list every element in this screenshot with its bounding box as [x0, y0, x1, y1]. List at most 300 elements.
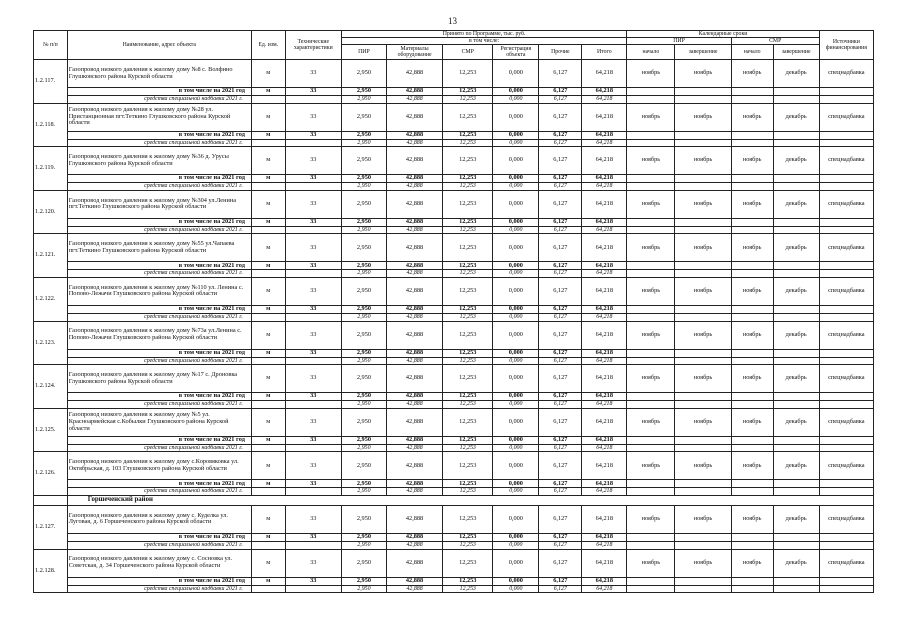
source-reg: 0,000	[493, 313, 539, 321]
source-total: 64,218	[582, 488, 627, 496]
empty-cell	[627, 183, 675, 191]
cell-total: 64,218	[582, 549, 627, 577]
source-smr: 12,253	[443, 313, 493, 321]
cell-pir: 2,950	[341, 408, 386, 436]
subtotal-mat: 42,888	[386, 533, 442, 541]
subtotal-other: 6,127	[539, 88, 582, 96]
subtotal-pir: 2,950	[341, 533, 386, 541]
empty-cell	[773, 313, 819, 321]
empty-cell	[731, 96, 773, 104]
cell-pir_e: ноябрь	[675, 321, 731, 349]
subtotal-other: 6,127	[539, 305, 582, 313]
cell-unit: м	[251, 147, 285, 175]
subtotal-row	[34, 131, 874, 139]
empty-cell	[773, 305, 819, 313]
cell-unit: м	[251, 277, 285, 305]
col-unit: Ед. изм.	[251, 31, 285, 60]
empty-cell	[627, 226, 675, 234]
cell-smr: 12,253	[443, 452, 493, 480]
source-other: 6,127	[539, 488, 582, 496]
empty-cell	[773, 444, 819, 452]
cell-total: 64,218	[582, 505, 627, 533]
cell-src: спецнадбавка	[819, 321, 873, 349]
source-total: 64,218	[582, 270, 627, 278]
cell-src: спецнадбавка	[819, 549, 873, 577]
source-reg: 0,000	[493, 270, 539, 278]
empty-cell	[731, 488, 773, 496]
cell-mat: 42,888	[386, 234, 442, 262]
cell-pir: 2,950	[341, 452, 386, 480]
subtotal-tech: 33	[285, 262, 341, 270]
cell-smr: 12,253	[443, 147, 493, 175]
subtotal-smr: 12,253	[443, 218, 493, 226]
empty-cell	[285, 444, 341, 452]
empty-cell	[285, 226, 341, 234]
empty-cell	[675, 175, 731, 183]
empty-cell	[819, 183, 873, 191]
row-number: 1.2.118.	[34, 103, 68, 147]
empty-cell	[731, 480, 773, 488]
empty-cell	[773, 357, 819, 365]
source-mat: 42,888	[386, 357, 442, 365]
cell-pir_e: ноябрь	[675, 190, 731, 218]
subtotal-tech: 33	[285, 131, 341, 139]
subtotal-mat: 42,888	[386, 262, 442, 270]
empty-cell	[251, 585, 285, 593]
empty-cell	[675, 88, 731, 96]
source-smr: 12,253	[443, 183, 493, 191]
source-row	[34, 183, 874, 191]
subtotal-pir: 2,950	[341, 436, 386, 444]
source-label: средства специальной надбавки 2021 г.	[67, 313, 251, 321]
cell-smr_e: декабрь	[773, 277, 819, 305]
row-number: 1.2.125.	[34, 408, 68, 452]
table-row	[34, 277, 874, 305]
source-total: 64,218	[582, 226, 627, 234]
empty-cell	[627, 270, 675, 278]
subtotal-unit: м	[251, 577, 285, 585]
source-mat: 42,888	[386, 183, 442, 191]
subtotal-unit: м	[251, 305, 285, 313]
empty-cell	[773, 533, 819, 541]
cell-reg: 0,000	[493, 147, 539, 175]
empty-cell	[627, 393, 675, 401]
source-reg: 0,000	[493, 357, 539, 365]
cell-smr_s: ноябрь	[731, 365, 773, 393]
cell-mat: 42,888	[386, 190, 442, 218]
subtotal-pir: 2,950	[341, 88, 386, 96]
subtotal-row	[34, 480, 874, 488]
subtotal-row	[34, 436, 874, 444]
subtotal-label: в том числе на 2021 год	[67, 393, 251, 401]
cell-tech: 33	[285, 408, 341, 436]
empty-cell	[731, 183, 773, 191]
col-smr: СМР	[443, 45, 493, 60]
empty-cell	[773, 480, 819, 488]
cell-smr: 12,253	[443, 234, 493, 262]
empty-cell	[285, 541, 341, 549]
subtotal-total: 64,218	[582, 175, 627, 183]
cell-other: 6,127	[539, 505, 582, 533]
source-reg: 0,000	[493, 401, 539, 409]
source-mat: 42,888	[386, 401, 442, 409]
cell-src: спецнадбавка	[819, 103, 873, 131]
source-other: 6,127	[539, 183, 582, 191]
empty-cell	[773, 401, 819, 409]
subtotal-total: 64,218	[582, 305, 627, 313]
subtotal-unit: м	[251, 218, 285, 226]
source-mat: 42,888	[386, 139, 442, 147]
source-pir: 2,950	[341, 357, 386, 365]
empty-cell	[731, 349, 773, 357]
cell-total: 64,218	[582, 408, 627, 436]
object-name: Газопровод низкого давления к жилому дому с. Сосновка ул. Советская, д. 34 Горшеченского района Курской области	[67, 549, 251, 577]
source-row	[34, 226, 874, 234]
table-row	[34, 505, 874, 533]
source-total: 64,218	[582, 139, 627, 147]
empty-cell	[731, 533, 773, 541]
object-name: Газопровод низкого давления к жилому дому №110 ул. Ленина с. Попово-Лежачи Глушковского района Курской области	[67, 277, 251, 305]
cell-smr_e: декабрь	[773, 147, 819, 175]
cell-smr_s: ноябрь	[731, 103, 773, 131]
empty-cell	[731, 444, 773, 452]
cell-tech: 33	[285, 60, 341, 88]
cell-reg: 0,000	[493, 549, 539, 577]
empty-cell	[251, 444, 285, 452]
subtotal-unit: м	[251, 131, 285, 139]
source-other: 6,127	[539, 401, 582, 409]
empty-cell	[675, 533, 731, 541]
empty-cell	[675, 139, 731, 147]
empty-cell	[251, 541, 285, 549]
cell-pir_e: ноябрь	[675, 277, 731, 305]
source-pir: 2,950	[341, 139, 386, 147]
empty-cell	[773, 488, 819, 496]
source-pir: 2,950	[341, 270, 386, 278]
empty-cell	[819, 313, 873, 321]
empty-cell	[675, 393, 731, 401]
cell-smr_s: ноябрь	[731, 505, 773, 533]
cell-smr_s: ноябрь	[731, 147, 773, 175]
cell-other: 6,127	[539, 321, 582, 349]
source-row	[34, 270, 874, 278]
subtotal-unit: м	[251, 88, 285, 96]
cell-smr_s: ноябрь	[731, 408, 773, 436]
section-row	[34, 495, 874, 505]
cell-smr: 12,253	[443, 549, 493, 577]
subtotal-row	[34, 393, 874, 401]
empty-cell	[773, 393, 819, 401]
source-smr: 12,253	[443, 270, 493, 278]
empty-cell	[285, 96, 341, 104]
col-pir: ПИР	[341, 45, 386, 60]
subtotal-row	[34, 577, 874, 585]
source-mat: 42,888	[386, 96, 442, 104]
cell-pir: 2,950	[341, 103, 386, 131]
empty-cell	[773, 183, 819, 191]
subtotal-tech: 33	[285, 218, 341, 226]
empty-cell	[675, 183, 731, 191]
subtotal-pir: 2,950	[341, 349, 386, 357]
empty-cell	[773, 226, 819, 234]
row-number: 1.2.123.	[34, 321, 68, 365]
source-reg: 0,000	[493, 96, 539, 104]
empty-cell	[251, 313, 285, 321]
source-label: средства специальной надбавки 2021 г.	[67, 357, 251, 365]
cell-pir: 2,950	[341, 147, 386, 175]
empty-cell	[627, 585, 675, 593]
section-title: Горшеченский район	[67, 495, 873, 505]
source-row	[34, 585, 874, 593]
cell-other: 6,127	[539, 60, 582, 88]
col-sources: Источники финансирования	[819, 31, 873, 60]
subtotal-row	[34, 533, 874, 541]
cell-pir_s: ноябрь	[627, 103, 675, 131]
source-pir: 2,950	[341, 96, 386, 104]
source-total: 64,218	[582, 401, 627, 409]
subtotal-smr: 12,253	[443, 480, 493, 488]
col-program: Принято по Программе, тыс. руб.	[341, 31, 626, 38]
empty-cell	[773, 175, 819, 183]
cell-pir: 2,950	[341, 277, 386, 305]
col-smr-start: начало	[731, 45, 773, 60]
empty-cell	[251, 270, 285, 278]
empty-cell	[285, 585, 341, 593]
subtotal-label: в том числе на 2021 год	[67, 131, 251, 139]
subtotal-reg: 0,000	[493, 262, 539, 270]
cell-pir_e: ноябрь	[675, 103, 731, 131]
subtotal-label: в том числе на 2021 год	[67, 175, 251, 183]
cell-src: спецнадбавка	[819, 408, 873, 436]
subtotal-tech: 33	[285, 175, 341, 183]
subtotal-smr: 12,253	[443, 436, 493, 444]
subtotal-other: 6,127	[539, 262, 582, 270]
source-label: средства специальной надбавки 2021 г.	[67, 488, 251, 496]
cell-smr: 12,253	[443, 103, 493, 131]
cell-mat: 42,888	[386, 103, 442, 131]
object-name: Газопровод низкого давления к жилому дому №73а ул.Ленина с. Попово-Лежачи Глушковского района Курской области	[67, 321, 251, 349]
col-materials: Материалы оборудование	[386, 45, 442, 60]
table-row	[34, 321, 874, 349]
source-total: 64,218	[582, 313, 627, 321]
empty-cell	[285, 183, 341, 191]
object-name: Газопровод низкого давления к жилому дому с.Коровяковка ул. Октябрьская, д. 103 Глушковского района Курской области	[67, 452, 251, 480]
cell-tech: 33	[285, 277, 341, 305]
table-row	[34, 452, 874, 480]
row-number: 1.2.119.	[34, 147, 68, 191]
cell-unit: м	[251, 505, 285, 533]
subtotal-label: в том числе на 2021 год	[67, 218, 251, 226]
cell-pir_s: ноябрь	[627, 147, 675, 175]
subtotal-mat: 42,888	[386, 349, 442, 357]
source-pir: 2,950	[341, 488, 386, 496]
source-row	[34, 313, 874, 321]
cell-unit: м	[251, 190, 285, 218]
source-reg: 0,000	[493, 585, 539, 593]
cell-smr_e: декабрь	[773, 60, 819, 88]
subtotal-unit: м	[251, 262, 285, 270]
subtotal-other: 6,127	[539, 436, 582, 444]
subtotal-label: в том числе на 2021 год	[67, 480, 251, 488]
cell-other: 6,127	[539, 277, 582, 305]
empty-cell	[773, 96, 819, 104]
subtotal-reg: 0,000	[493, 349, 539, 357]
empty-cell	[627, 488, 675, 496]
empty-cell	[731, 585, 773, 593]
cell-pir: 2,950	[341, 190, 386, 218]
object-name: Газопровод низкого давления к жилому дому №55 ул.Чапаева пгт.Теткино Глушковского района Курской области	[67, 234, 251, 262]
cell-mat: 42,888	[386, 365, 442, 393]
table-row	[34, 408, 874, 436]
empty-cell	[627, 357, 675, 365]
empty-cell	[773, 262, 819, 270]
cell-smr_e: декабрь	[773, 190, 819, 218]
empty-cell	[627, 313, 675, 321]
subtotal-tech: 33	[285, 577, 341, 585]
source-row	[34, 401, 874, 409]
subtotal-mat: 42,888	[386, 218, 442, 226]
subtotal-total: 64,218	[582, 349, 627, 357]
cell-src: спецнадбавка	[819, 452, 873, 480]
empty-cell	[251, 96, 285, 104]
subtotal-pir: 2,950	[341, 175, 386, 183]
source-mat: 42,888	[386, 444, 442, 452]
source-mat: 42,888	[386, 541, 442, 549]
subtotal-total: 64,218	[582, 480, 627, 488]
row-number: 1.2.121.	[34, 234, 68, 278]
cell-tech: 33	[285, 234, 341, 262]
empty-cell	[731, 175, 773, 183]
cell-total: 64,218	[582, 147, 627, 175]
source-label: средства специальной надбавки 2021 г.	[67, 585, 251, 593]
row-number: 1.2.122.	[34, 277, 68, 321]
cell-src: спецнадбавка	[819, 505, 873, 533]
cell-mat: 42,888	[386, 321, 442, 349]
empty-cell	[773, 436, 819, 444]
cell-smr_s: ноябрь	[731, 190, 773, 218]
subtotal-smr: 12,253	[443, 533, 493, 541]
subtotal-unit: м	[251, 393, 285, 401]
subtotal-row	[34, 349, 874, 357]
cell-reg: 0,000	[493, 277, 539, 305]
cell-other: 6,127	[539, 234, 582, 262]
source-label: средства специальной надбавки 2021 г.	[67, 96, 251, 104]
source-smr: 12,253	[443, 585, 493, 593]
empty-cell	[819, 393, 873, 401]
subtotal-other: 6,127	[539, 393, 582, 401]
subtotal-pir: 2,950	[341, 577, 386, 585]
source-pir: 2,950	[341, 541, 386, 549]
empty-cell	[819, 585, 873, 593]
cell-reg: 0,000	[493, 103, 539, 131]
col-reg: Регистрация объекта	[493, 45, 539, 60]
subtotal-other: 6,127	[539, 533, 582, 541]
empty-cell	[675, 541, 731, 549]
table-body	[34, 60, 874, 593]
cell-other: 6,127	[539, 365, 582, 393]
source-label: средства специальной надбавки 2021 г.	[67, 541, 251, 549]
subtotal-unit: м	[251, 349, 285, 357]
cell-mat: 42,888	[386, 505, 442, 533]
source-total: 64,218	[582, 585, 627, 593]
empty-cell	[675, 349, 731, 357]
subtotal-other: 6,127	[539, 480, 582, 488]
empty-cell	[819, 226, 873, 234]
source-smr: 12,253	[443, 357, 493, 365]
cell-unit: м	[251, 234, 285, 262]
cell-smr: 12,253	[443, 190, 493, 218]
cell-pir: 2,950	[341, 549, 386, 577]
source-other: 6,127	[539, 226, 582, 234]
row-number: 1.2.117.	[34, 60, 68, 104]
cell-unit: м	[251, 60, 285, 88]
subtotal-other: 6,127	[539, 131, 582, 139]
col-cal-pir: ПИР	[627, 38, 731, 45]
source-total: 64,218	[582, 444, 627, 452]
empty-cell	[675, 357, 731, 365]
empty-cell	[819, 96, 873, 104]
empty-cell	[773, 218, 819, 226]
empty-cell	[819, 88, 873, 96]
empty-cell	[675, 131, 731, 139]
source-pir: 2,950	[341, 585, 386, 593]
empty-cell	[627, 577, 675, 585]
empty-cell	[731, 357, 773, 365]
source-reg: 0,000	[493, 444, 539, 452]
cell-tech: 33	[285, 321, 341, 349]
source-mat: 42,888	[386, 226, 442, 234]
empty-cell	[627, 436, 675, 444]
col-pir-end: завершение	[675, 45, 731, 60]
object-name: Газопровод низкого давления к жилому дому №5 ул. Красноармейская с.Кобылки Глушковского района Курской области	[67, 408, 251, 436]
cell-smr_s: ноябрь	[731, 277, 773, 305]
cell-src: спецнадбавка	[819, 190, 873, 218]
empty-cell	[773, 585, 819, 593]
subtotal-unit: м	[251, 436, 285, 444]
empty-cell	[731, 393, 773, 401]
source-label: средства специальной надбавки 2021 г.	[67, 401, 251, 409]
subtotal-smr: 12,253	[443, 305, 493, 313]
subtotal-smr: 12,253	[443, 349, 493, 357]
source-reg: 0,000	[493, 183, 539, 191]
subtotal-smr: 12,253	[443, 577, 493, 585]
row-number: 1.2.124.	[34, 365, 68, 409]
cell-pir: 2,950	[341, 234, 386, 262]
subtotal-reg: 0,000	[493, 577, 539, 585]
cell-mat: 42,888	[386, 452, 442, 480]
subtotal-mat: 42,888	[386, 175, 442, 183]
col-tech: Технические характеристики	[285, 31, 341, 60]
cell-smr: 12,253	[443, 365, 493, 393]
cell-pir_s: ноябрь	[627, 321, 675, 349]
empty-cell	[819, 349, 873, 357]
row-number: 1.2.126.	[34, 452, 68, 496]
subtotal-other: 6,127	[539, 218, 582, 226]
empty-cell	[627, 175, 675, 183]
subtotal-total: 64,218	[582, 262, 627, 270]
empty-cell	[627, 305, 675, 313]
subtotal-smr: 12,253	[443, 88, 493, 96]
col-cal-smr: СМР	[731, 38, 819, 45]
col-other: Прочие	[539, 45, 582, 60]
source-reg: 0,000	[493, 541, 539, 549]
empty-cell	[251, 488, 285, 496]
subtotal-reg: 0,000	[493, 88, 539, 96]
object-name: Газопровод низкого давления к жилому дому №304 ул.Ленина пгт.Теткино Глушковского района Курской области	[67, 190, 251, 218]
subtotal-smr: 12,253	[443, 393, 493, 401]
program-table	[33, 30, 874, 593]
source-pir: 2,950	[341, 401, 386, 409]
